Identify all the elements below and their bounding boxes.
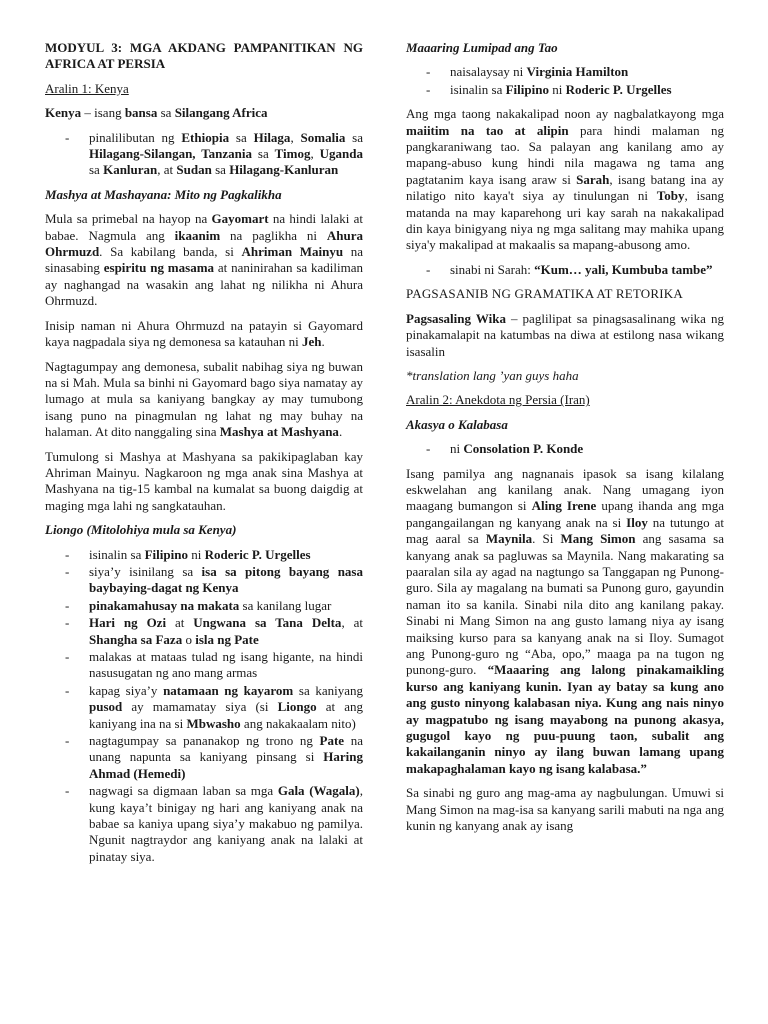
list-item — [45, 564, 363, 597]
bold-text: Virginia Hamilton — [526, 64, 629, 80]
akasya-story-title: Akasya o Kalabasa — [406, 416, 508, 432]
bold-text: Sudan — [176, 162, 212, 178]
text-run: Sa sinabi ng guro ang mag-ama ay nagbulungan. Umuwi si Mang Simon na mag-isa sa kanyang sarili mabuti na nga ang kunin ng kanyang anak ay isang — [406, 785, 724, 834]
bold-text: Filipino — [505, 81, 549, 97]
text-run: ang nakakaalam nito) — [240, 715, 356, 731]
text-run: naisalaysay ni — [450, 64, 527, 80]
text-run: na paglikha ni — [220, 227, 327, 243]
list-item — [406, 64, 724, 80]
list-item — [45, 130, 363, 179]
text-run: at naninirahan sa kadiliman ay naghangad na wasakin ang lahat ng nilikha ni Ahura Ohrmuzd. — [45, 260, 364, 309]
text-run: siya’y isinilang sa — [89, 563, 202, 579]
list-item — [45, 683, 363, 732]
bold-text: isa sa pitong bayang nasa baybaying-dagat ng Kenya — [89, 563, 363, 596]
module-title: MODYUL 3: MGA AKDANG PAMPANITIKAN NG AFRICA AT PERSIA — [45, 40, 363, 72]
translation-note: *translation lang ’yan guys haha — [406, 367, 579, 383]
text-run: ni — [450, 441, 464, 457]
bold-text: Filipino — [144, 546, 188, 562]
text-run: sa — [157, 105, 175, 121]
list-item — [45, 783, 363, 865]
text-run: . — [321, 334, 325, 350]
text-run: , kung kaya’t binigay ng hari ang kaniyang anak na babae sa kaniya upang siya’y makabuo ng pamilya. Ngunit nagtraydor ang kaniyang anak na lalaki at pinatay siya. — [89, 783, 363, 864]
bold-text: Consolation P. Konde — [463, 441, 584, 457]
text-run: upang ihanda ang mga pangangailangan ng kanyang anak na si — [406, 498, 724, 530]
text-run: sa — [89, 162, 104, 178]
bold-text: Ahriman Mainyu — [241, 244, 344, 260]
bold-text: Uganda — [319, 146, 363, 162]
text-run: ni — [187, 546, 205, 562]
left-column — [45, 40, 363, 873]
text-run: , at — [341, 615, 363, 631]
text-run: sa — [345, 129, 363, 145]
text-run: sa kaniyang — [293, 682, 363, 698]
akasya-paragraph-2 — [406, 785, 724, 834]
bold-text: Gala (Wagala) — [277, 783, 360, 799]
text-run: – isang — [81, 105, 125, 121]
bold-text: espiritu ng masama — [103, 260, 215, 276]
paragraph — [45, 449, 363, 515]
list-item — [406, 441, 724, 457]
text-run: kapag siya’y — [89, 682, 164, 698]
bold-text: isla ng Pate — [195, 631, 259, 647]
bold-text: Pagsasaling Wika — [406, 310, 506, 326]
pagsasaling-wika-definition — [406, 311, 724, 360]
bold-text: Mang Simon — [560, 531, 636, 547]
list-item — [406, 82, 724, 98]
bold-text: Roderic P. Urgelles — [204, 546, 311, 562]
text-run: na sinasabing — [45, 244, 363, 276]
text-run: ay mamamatay siya (si — [122, 699, 278, 715]
pagsasanib-heading: PAGSASANIB NG GRAMATIKA AT RETORIKA — [406, 286, 683, 302]
mashya-paragraphs — [45, 211, 363, 514]
bold-text: Mashya at Mashyana — [219, 424, 339, 440]
bold-text: natamaan ng kayarom — [163, 682, 294, 698]
bold-text: Gayomart — [211, 211, 269, 227]
text-run: ni — [548, 81, 566, 97]
sarah-list — [406, 262, 724, 278]
list-item — [45, 649, 363, 682]
bold-text: Hilagang-Kanluran — [229, 162, 339, 178]
mashya-story-title: Mashya at Mashayana: Mito ng Pagkalikha — [45, 186, 282, 202]
text-run: pinalilibutan ng — [89, 129, 182, 145]
text-run: isinalin sa — [89, 546, 145, 562]
bold-text: Ungwana sa Tana Delta — [193, 615, 342, 631]
text-run: sa — [229, 129, 254, 145]
bold-text: Hari ng Ozi — [89, 615, 167, 631]
text-run: isinalin sa — [450, 81, 506, 97]
text-run: sinabi ni Sarah: — [450, 261, 535, 277]
text-run: at ang kaniyang ina na si — [89, 699, 363, 731]
kenya-list — [45, 130, 363, 179]
akasya-list — [406, 441, 724, 457]
maaring-story-title: Maaaring Lumipad ang Tao — [406, 40, 558, 55]
text-run: , — [310, 146, 320, 162]
bold-text: maiitim na tao at alipin — [406, 122, 569, 138]
right-column — [406, 40, 724, 842]
text-run: sa kanilang lugar — [239, 597, 332, 613]
text-run: . Sa kabilang banda, si — [99, 244, 242, 260]
text-run: , — [290, 129, 301, 145]
text-run: Isang pamilya ang nagnanais ipasok sa isang kilalang eskwelahan ang kanilang anak. Nang umagang iyon maagang bumangon si — [406, 465, 724, 514]
bold-text: Roderic P. Urgelles — [565, 81, 672, 97]
text-run: Mula sa primebal na hayop na — [45, 211, 212, 227]
bold-text: Silangang Africa — [174, 105, 268, 121]
bold-text: Hilaga — [253, 129, 291, 145]
liongo-story-title: Liongo (Mitolohiya mula sa Kenya) — [45, 522, 237, 538]
bold-text: Haring Ahmad (Hemedi) — [89, 749, 363, 781]
text-run: sa — [211, 162, 230, 178]
bold-text: Ahura Ohrmuzd — [45, 227, 363, 260]
bold-text: pusod — [89, 699, 123, 715]
text-run: , isang matanda na may kaparehong uri kay sarah na nakakalipad din kaya binigyang niya ng mga salitang may mahika upang siya'y makalipad at makaalis sa mapang-abusong amo. — [406, 188, 724, 253]
bold-text: Mbwasho — [186, 715, 241, 731]
bold-text: “Maaaring ang lalong pinakamaikling kurso ang kaniyang kunin. Iyan ay batay sa kung ano ang gusto ninyong kalabasan niya. Kung ang nais ninyo ay magpatubo ng isang mayabong na punong akasya, gugugol kayo ng puu-puung taon, subalit ang kakailanganin ninyo ay ilang buwan lamang upang makapaghalaman kayo ng isang kalabasa.” — [406, 662, 724, 776]
bold-text: Hilagang-Silangan, Tanzania — [89, 146, 253, 162]
maaring-paragraph — [406, 106, 724, 254]
bold-text: ikaanim — [174, 227, 221, 243]
bold-text: “Kum… yali, Kumbuba tambe” — [534, 261, 713, 277]
text-run: o — [182, 631, 196, 647]
text-run: na hindi lalaki at babae. Nagmula ang — [45, 211, 363, 243]
bold-text: Jeh — [302, 334, 322, 350]
bold-text: Kanluran — [103, 162, 158, 178]
bold-text: Iloy — [626, 514, 648, 530]
text-run: nagtagumpay sa pananakop ng trono ng — [89, 733, 320, 749]
paragraph — [45, 318, 363, 351]
bold-text: Maynila — [485, 531, 533, 547]
bold-text: Toby — [656, 188, 685, 204]
text-run: na unang napunta sa kaniyang pinsang si — [89, 733, 363, 765]
text-run: at — [166, 615, 194, 631]
text-run: para hindi malaman ng pangkaraniwang tao. Sa palayan ang kanilang amo ay mapang-abuso kung hindi nila magawa ng tama ang pagtatanim kaya isang araw si — [406, 122, 724, 187]
bold-text: pinakamahusay na makata — [89, 597, 240, 613]
bold-text: Kenya — [45, 105, 82, 121]
list-item — [406, 262, 724, 278]
list-item — [45, 547, 363, 563]
bold-text: bansa — [124, 105, 158, 121]
list-item — [45, 615, 363, 648]
text-run: Nagtagumpay ang demonesa, subalit nabihag siya ng buwan na si Mah. Mula sa binhi ni Gayomard bago siya namatay ay lumago at mula sa kaniyang bangkay ay may tumubong isang puno na pinagmulan ng lahat ng may buhay na halaman. At dito nanggaling sina — [45, 358, 363, 440]
text-run: Inisip naman ni Ahura Ohrmuzd na patayin si Gayomard kaya nagpadala siya ng demonesa sa katauhan ni — [45, 317, 363, 350]
paragraph — [45, 359, 363, 441]
list-item — [45, 598, 363, 614]
text-run: – paglilipat sa pinagsasalinang wika ng pinakamalapit na katumbas na diwa at estilong nasa wikang isasalin — [406, 310, 725, 359]
bold-text: Ethiopia — [181, 129, 230, 145]
bold-text: Pate — [319, 733, 345, 749]
kenya-definition — [45, 105, 363, 121]
text-run: Ang mga taong nakakalipad noon ay nagbalatkayong mga — [406, 106, 724, 122]
text-run: , isang batang ina ay nilatigo nito kaya't siya ay tinulungan ni — [406, 171, 724, 204]
bold-text: Liongo — [277, 699, 317, 715]
text-run: nagwagi sa digmaan laban sa mga — [89, 783, 278, 799]
bold-text: Sarah — [576, 171, 610, 187]
liongo-list — [45, 547, 363, 866]
text-run: , at — [157, 162, 177, 178]
paragraph — [45, 211, 363, 309]
bold-text: Somalia — [300, 129, 346, 145]
text-run: sa — [252, 146, 275, 162]
text-run: Tumulong si Mashya at Mashyana sa pakikipaglaban kay Ahriman Mainyu. Nagkaroon ng mga anak sina Mashya at Mashyana na tig-15 kambal na kumalat sa buong daigdig at maging mga lahi ng sangkatauhan. — [45, 448, 363, 513]
text-run: na tutungo at mag aaral sa — [406, 514, 724, 547]
aralin-2-heading: Aralin 2: Anekdota ng Persia (Iran) — [406, 392, 590, 408]
text-run: . Si — [532, 531, 561, 547]
text-run: malakas at mataas tulad ng isang higante, na hindi nasusugatan ng ano mang armas — [89, 649, 363, 681]
bold-text: Shangha sa Faza — [89, 631, 183, 647]
bold-text: Aling Irene — [531, 498, 597, 514]
maaring-list — [406, 64, 724, 98]
text-run: ang sasama sa kanyang anak sa pagluwas sa Maynila. Nang makarating sa paaralan sila ay agad na nagtungo sa Tanggapan ng Punong-guro. Sila ay magalang na bumati sa Punong guro, gayundin naman ito sa kanila. Sinabi nila dito ang kanilang pakay. Sinabi ni Mang Simon na ang gusto lamang niya ay isang maiksing kurso para sa kanyang anak na si Iloy. Sumagot ang Punong-guro ng “Aba, opo,” maaga pa na tugon ng punong-guro. — [406, 531, 725, 678]
akasya-paragraph-1 — [406, 466, 724, 778]
bold-text: Timog — [274, 146, 311, 162]
list-item — [45, 733, 363, 782]
aralin-1-heading: Aralin 1: Kenya — [45, 80, 129, 96]
text-run: . — [338, 424, 343, 440]
